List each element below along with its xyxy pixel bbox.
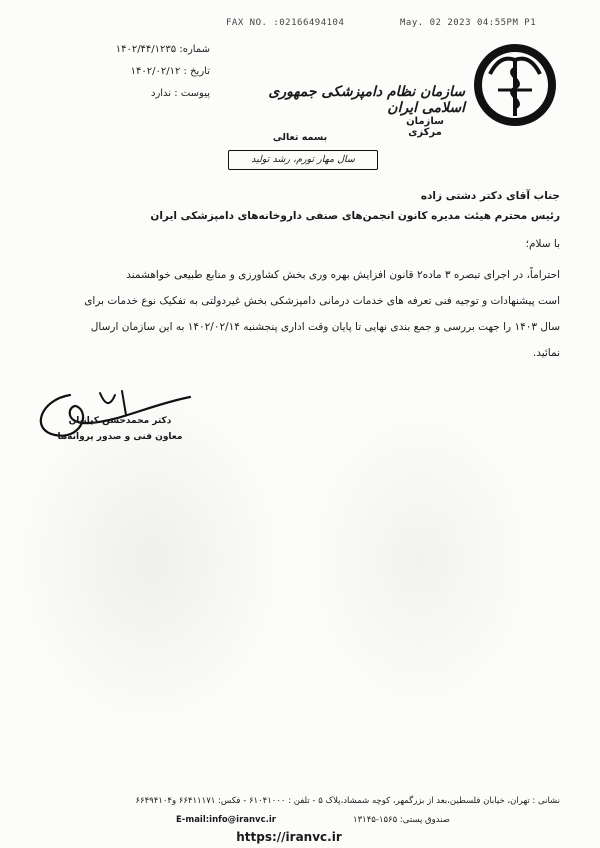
footer-website: https://iranvc.ir [236,830,342,844]
body-line: احتراماً، در اجرای تبصره ۳ ماده۲ قانون افزایش بهره وری بخش کشاورزی و منابع طبیعی خواهشمند [126,269,560,281]
recipient-name: جناب آقای دکتر دشتی زاده [420,190,560,202]
date-label: تاریخ : [183,66,210,77]
number-value: ۱۴۰۲/۴۴/۱۲۳۵ [115,44,177,55]
body-line: است پیشنهادات و توجیه فنی تعرفه های خدمات درمانی دامپزشکی بخش غیردولتی به تفکیک نوع خدمات برای [84,295,560,307]
attachment-label: پیوست : [174,88,210,99]
organization-unit: سازمان مرکزی [406,116,444,138]
letter-number [60,44,210,55]
signatory-name: دکتر محمدحسن کیانیان [68,416,172,426]
organization-logo [470,40,560,130]
salutation: با سلام؛ [525,238,560,250]
footer-email: E-mail:info@iranvc.ir [176,815,276,825]
signatory-title: معاون فنی و صدور پروانه‌ها [57,432,183,442]
footer-address: نشانی : تهران، خیابان فلسطین،بعد از بزرگمهر، کوچه شمشاد،پلاک ۵ - تلفن : ۶۱۰۴۱۰۰۰ - فکس: ۶۶۴۱۱۱۷۱ و۶۶۴۹۴۱۰۴ [135,796,560,806]
number-label: شماره: [179,44,210,55]
body-line: نمائید. [532,347,560,359]
fax-number: FAX NO. :02166494104 [226,18,345,28]
year-slogan-stamp: سال مهار تورم، رشد تولید [228,150,378,170]
besmeh: بسمه تعالی [272,132,328,143]
organization-name: سازمان نظام دامپزشکی جمهوری اسلامی ایران [268,84,465,116]
body-line: سال ۱۴۰۳ را جهت بررسی و جمع بندی نهایی تا پایان وقت اداری پنجشنبه ۱۴۰۲/۰۲/۱۴ به این سازمان ارسال [90,321,560,333]
letter-date [60,66,210,77]
letter-body [34,262,560,366]
recipient-title: رئیس محترم هیئت مدیره کانون انجمن‌های صنفی داروخانه‌های دامپزشکی ایران [150,210,560,222]
date-value: ۱۴۰۲/۰۲/۱۲ [130,66,181,77]
footer-postal-box: صندوق پستی: ۱۵۶۵-۱۳۱۴۵ [353,815,450,825]
attachment-value: ندارد [151,88,172,99]
fax-datetime: May. 02 2023 04:55PM P1 [400,18,537,28]
letter-attachment [60,88,210,99]
